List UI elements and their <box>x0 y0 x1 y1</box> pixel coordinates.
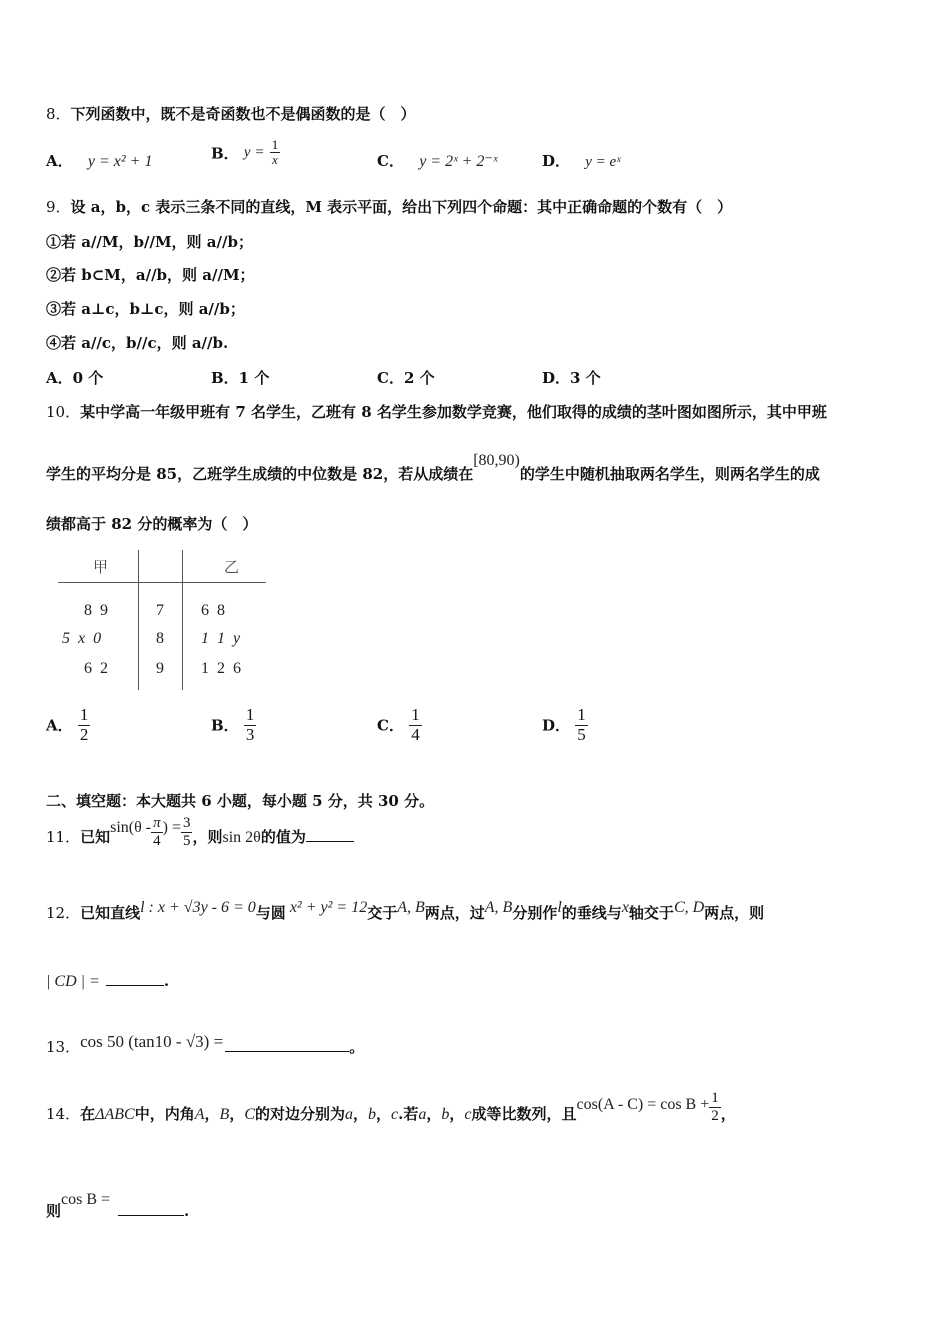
fraction-numerator: 1 <box>577 705 586 724</box>
q10-line-1 <box>46 401 827 422</box>
q8-text: 下列函数中，既不是奇函数也不是偶函数的是（ ） <box>70 105 416 123</box>
q12-text: 与圆 <box>255 904 286 922</box>
plot-left-divider <box>138 550 139 690</box>
option-fraction <box>409 706 422 744</box>
q14-number: 14． <box>46 1105 81 1123</box>
q8-option-c <box>377 150 497 171</box>
q14-math-side: c <box>391 1106 399 1123</box>
q12-line-1 <box>46 899 765 923</box>
q12-end: . <box>163 972 170 990</box>
fraction-numerator: 1 <box>411 705 420 724</box>
fraction-numerator: 1 <box>79 705 89 724</box>
q11-answer-blank[interactable] <box>306 841 354 842</box>
q12-line-2 <box>46 972 169 991</box>
q14-fraction-half <box>709 1090 721 1124</box>
q14-text: 在 <box>80 1105 96 1123</box>
q14-line-2 <box>46 1191 190 1227</box>
option-label: C． <box>377 716 404 735</box>
q12-text: 已知直线 <box>80 904 141 922</box>
q9-option-a: A．0 个 <box>46 369 104 387</box>
plot-stem: 7 <box>156 602 164 619</box>
plot-left-leaves: 8 9 <box>84 602 108 619</box>
q12-math-cd: C, D <box>673 899 705 916</box>
q9-prop-3: ③若 a⊥c，b⊥c，则 a//b； <box>46 300 245 318</box>
q12-text: 轴交于 <box>628 904 674 922</box>
q8-option-d <box>542 150 620 171</box>
q9-text: 设 a，b，c 表示三条不同的直线，M 表示平面，给出下列四个命题：其中正确命题的个数有（ ） <box>70 198 733 216</box>
option-math: y = 2ˣ + 2⁻ˣ <box>419 153 498 170</box>
q12-math-circle-eq: x² + y² = 12 <box>289 899 368 916</box>
q9-prop-2: ②若 b⊂M，a//b，则 a//M； <box>46 266 255 284</box>
q14-text: ， <box>720 1105 736 1123</box>
plot-header-left: 甲 <box>93 560 109 576</box>
fraction-denominator: 2 <box>79 724 89 744</box>
q14-line-1: 14．在ΔABC中，内角A，B，C的对边分别为a，b，c.若a，b，c成等比数列，且cos(A - C) = cos B + $\frac{1}{2}$ ， <box>46 1090 736 1124</box>
option-label: D． <box>542 716 571 735</box>
q14-math-side: b <box>441 1106 450 1123</box>
q11-line <box>46 815 354 860</box>
q9-option-c: C．2 个 <box>377 369 435 387</box>
fraction-denominator: 5 <box>577 724 586 744</box>
fraction-numerator: 1 <box>271 137 279 152</box>
plot-stem: 8 <box>156 630 164 647</box>
q14-end: . <box>184 1202 190 1220</box>
plot-right-leaves: 6 8 <box>201 602 225 619</box>
q14-text: .若 <box>398 1105 419 1123</box>
q12-math-line-eq: l : x + √3y - 6 = 0 <box>140 899 256 916</box>
fraction-numerator: 3 <box>182 815 191 831</box>
plot-right-leaves: 1 2 6 <box>201 660 241 677</box>
q12-math-ab: A, B <box>484 899 513 916</box>
plot-left-leaves: 6 2 <box>84 660 108 677</box>
q8-number: 8． <box>46 105 71 123</box>
fraction-denominator: 4 <box>411 724 420 744</box>
option-fraction <box>78 706 91 744</box>
q11-text-mid: ，则 <box>192 828 223 846</box>
plot-right-leaves: 1 1 y <box>201 630 241 647</box>
fraction-denominator: x <box>272 152 278 168</box>
option-fraction <box>244 706 257 744</box>
plot-left-leaves: 5 x 0 <box>62 630 102 647</box>
q13-math: cos 50 (tan10 - √3) = <box>80 1032 224 1051</box>
q9-number: 9． <box>46 198 71 216</box>
q14-text: 则 <box>46 1202 62 1220</box>
fraction-numerator: 1 <box>711 1090 719 1106</box>
option-fraction <box>575 706 588 744</box>
fraction-denominator: 5 <box>182 832 191 849</box>
q14-math-angle: C <box>244 1106 255 1123</box>
q9-option-d: D．3 个 <box>542 369 601 387</box>
fraction-denominator: 4 <box>153 832 161 849</box>
q8-option-b <box>211 138 280 168</box>
q14-math-triangle: ΔABC <box>95 1106 135 1123</box>
q10-option-d <box>542 706 588 744</box>
q13-end: 。 <box>349 1038 365 1056</box>
plot-header-divider <box>58 582 266 583</box>
q11-text-post: 的值为 <box>260 828 306 846</box>
q14-math-side: a <box>418 1106 427 1123</box>
q14-text: 中，内角 <box>134 1105 195 1123</box>
q14-math-cosb: cos B = <box>61 1191 111 1208</box>
q9-stem <box>46 196 732 217</box>
q13-line <box>46 1032 365 1057</box>
option-label: B． <box>211 144 239 163</box>
q14-math-angle: B <box>219 1106 230 1123</box>
q11-fraction-pi-4 <box>151 815 163 849</box>
q12-text: 两点，则 <box>704 904 765 922</box>
q9-prop-1: ①若 a//M，b//M，则 a//b； <box>46 233 253 251</box>
q12-answer-blank[interactable] <box>106 985 164 986</box>
fraction-denominator: 3 <box>245 724 255 744</box>
plot-stem: 9 <box>156 660 164 677</box>
option-label: C． <box>377 152 404 170</box>
q10-option-b <box>211 706 256 744</box>
q10-option-c <box>377 706 422 744</box>
q10-option-a <box>46 706 90 744</box>
q14-text: 的对边分别为 <box>255 1105 346 1123</box>
plot-header-right: 乙 <box>224 560 240 576</box>
q14-math-side: c <box>464 1106 472 1123</box>
q11-math-sin2theta: sin 2θ <box>222 829 261 846</box>
fraction-numerator: π <box>153 815 161 831</box>
q12-math-abs-cd: | CD | = <box>46 973 100 990</box>
q11-text-pre: 已知 <box>80 828 111 846</box>
fraction-denominator: 2 <box>711 1107 719 1124</box>
q10-text-2a: 学生的平均分是 85，乙班学生成绩的中位数是 82，若从成绩在 <box>46 465 474 483</box>
q12-math-l: l <box>557 899 562 916</box>
q14-answer-blank[interactable] <box>118 1215 184 1216</box>
option-math: y = x² + 1 <box>87 153 153 170</box>
q12-math-ab: A, B <box>397 899 425 916</box>
q12-math-x: x <box>621 899 629 916</box>
q12-text: 分别作 <box>512 904 558 922</box>
stem-leaf-plot <box>58 550 270 692</box>
option-label: A． <box>46 716 73 735</box>
q14-math-side: a <box>345 1106 354 1123</box>
q12-number: 12． <box>46 904 81 922</box>
q14-math-angle: A <box>194 1106 205 1123</box>
plot-right-divider <box>182 550 183 690</box>
q12-text: 交于 <box>367 904 398 922</box>
section-2-heading: 二、填空题：本大题共 6 小题，每小题 5 分，共 30 分。 <box>46 792 435 810</box>
option-math: y = eˣ <box>585 154 621 170</box>
option-label: D． <box>542 152 571 170</box>
q8-b-fraction <box>270 138 281 168</box>
q10-text-1: 某中学高一年级甲班有 7 名学生，乙班有 8 名学生参加数学竞赛，他们取得的成绩的茎叶图如图所示，其中甲班 <box>80 403 827 421</box>
q10-number: 10． <box>46 403 81 421</box>
fraction-numerator: 1 <box>245 705 255 724</box>
q8-option-a <box>46 150 152 171</box>
q10-interval: [80,90) <box>473 452 520 469</box>
q11-math-sin: sin(θ - <box>110 819 152 836</box>
q9-prop-4: ④若 a//c，b//c，则 a//b. <box>46 334 229 352</box>
q11-number: 11． <box>46 828 81 846</box>
q11-fraction-3-5 <box>181 815 193 849</box>
q8-stem <box>46 103 416 124</box>
q9-option-b: B．1 个 <box>211 369 270 387</box>
q10-text-2b: 的学生中随机抽取两名学生，则两名学生的成 <box>519 465 820 483</box>
q13-answer-blank[interactable] <box>225 1051 349 1052</box>
q14-math-cos-eq: cos(A - C) = cos B + <box>576 1096 710 1113</box>
q14-text: 成等比数列，且 <box>471 1105 577 1123</box>
q11-math-eq: ) = <box>162 819 181 836</box>
q14-math-side: b <box>368 1106 377 1123</box>
q12-text: 两点，过 <box>424 904 485 922</box>
option-math: y = <box>243 144 265 161</box>
option-label: B． <box>211 716 239 735</box>
q13-number: 13． <box>46 1038 81 1056</box>
q10-line-2 <box>46 452 820 484</box>
option-label: A． <box>46 152 73 170</box>
q10-line-3: 绩都高于 82 分的概率为（ ） <box>46 515 258 533</box>
q12-text: 的垂线与 <box>561 904 622 922</box>
